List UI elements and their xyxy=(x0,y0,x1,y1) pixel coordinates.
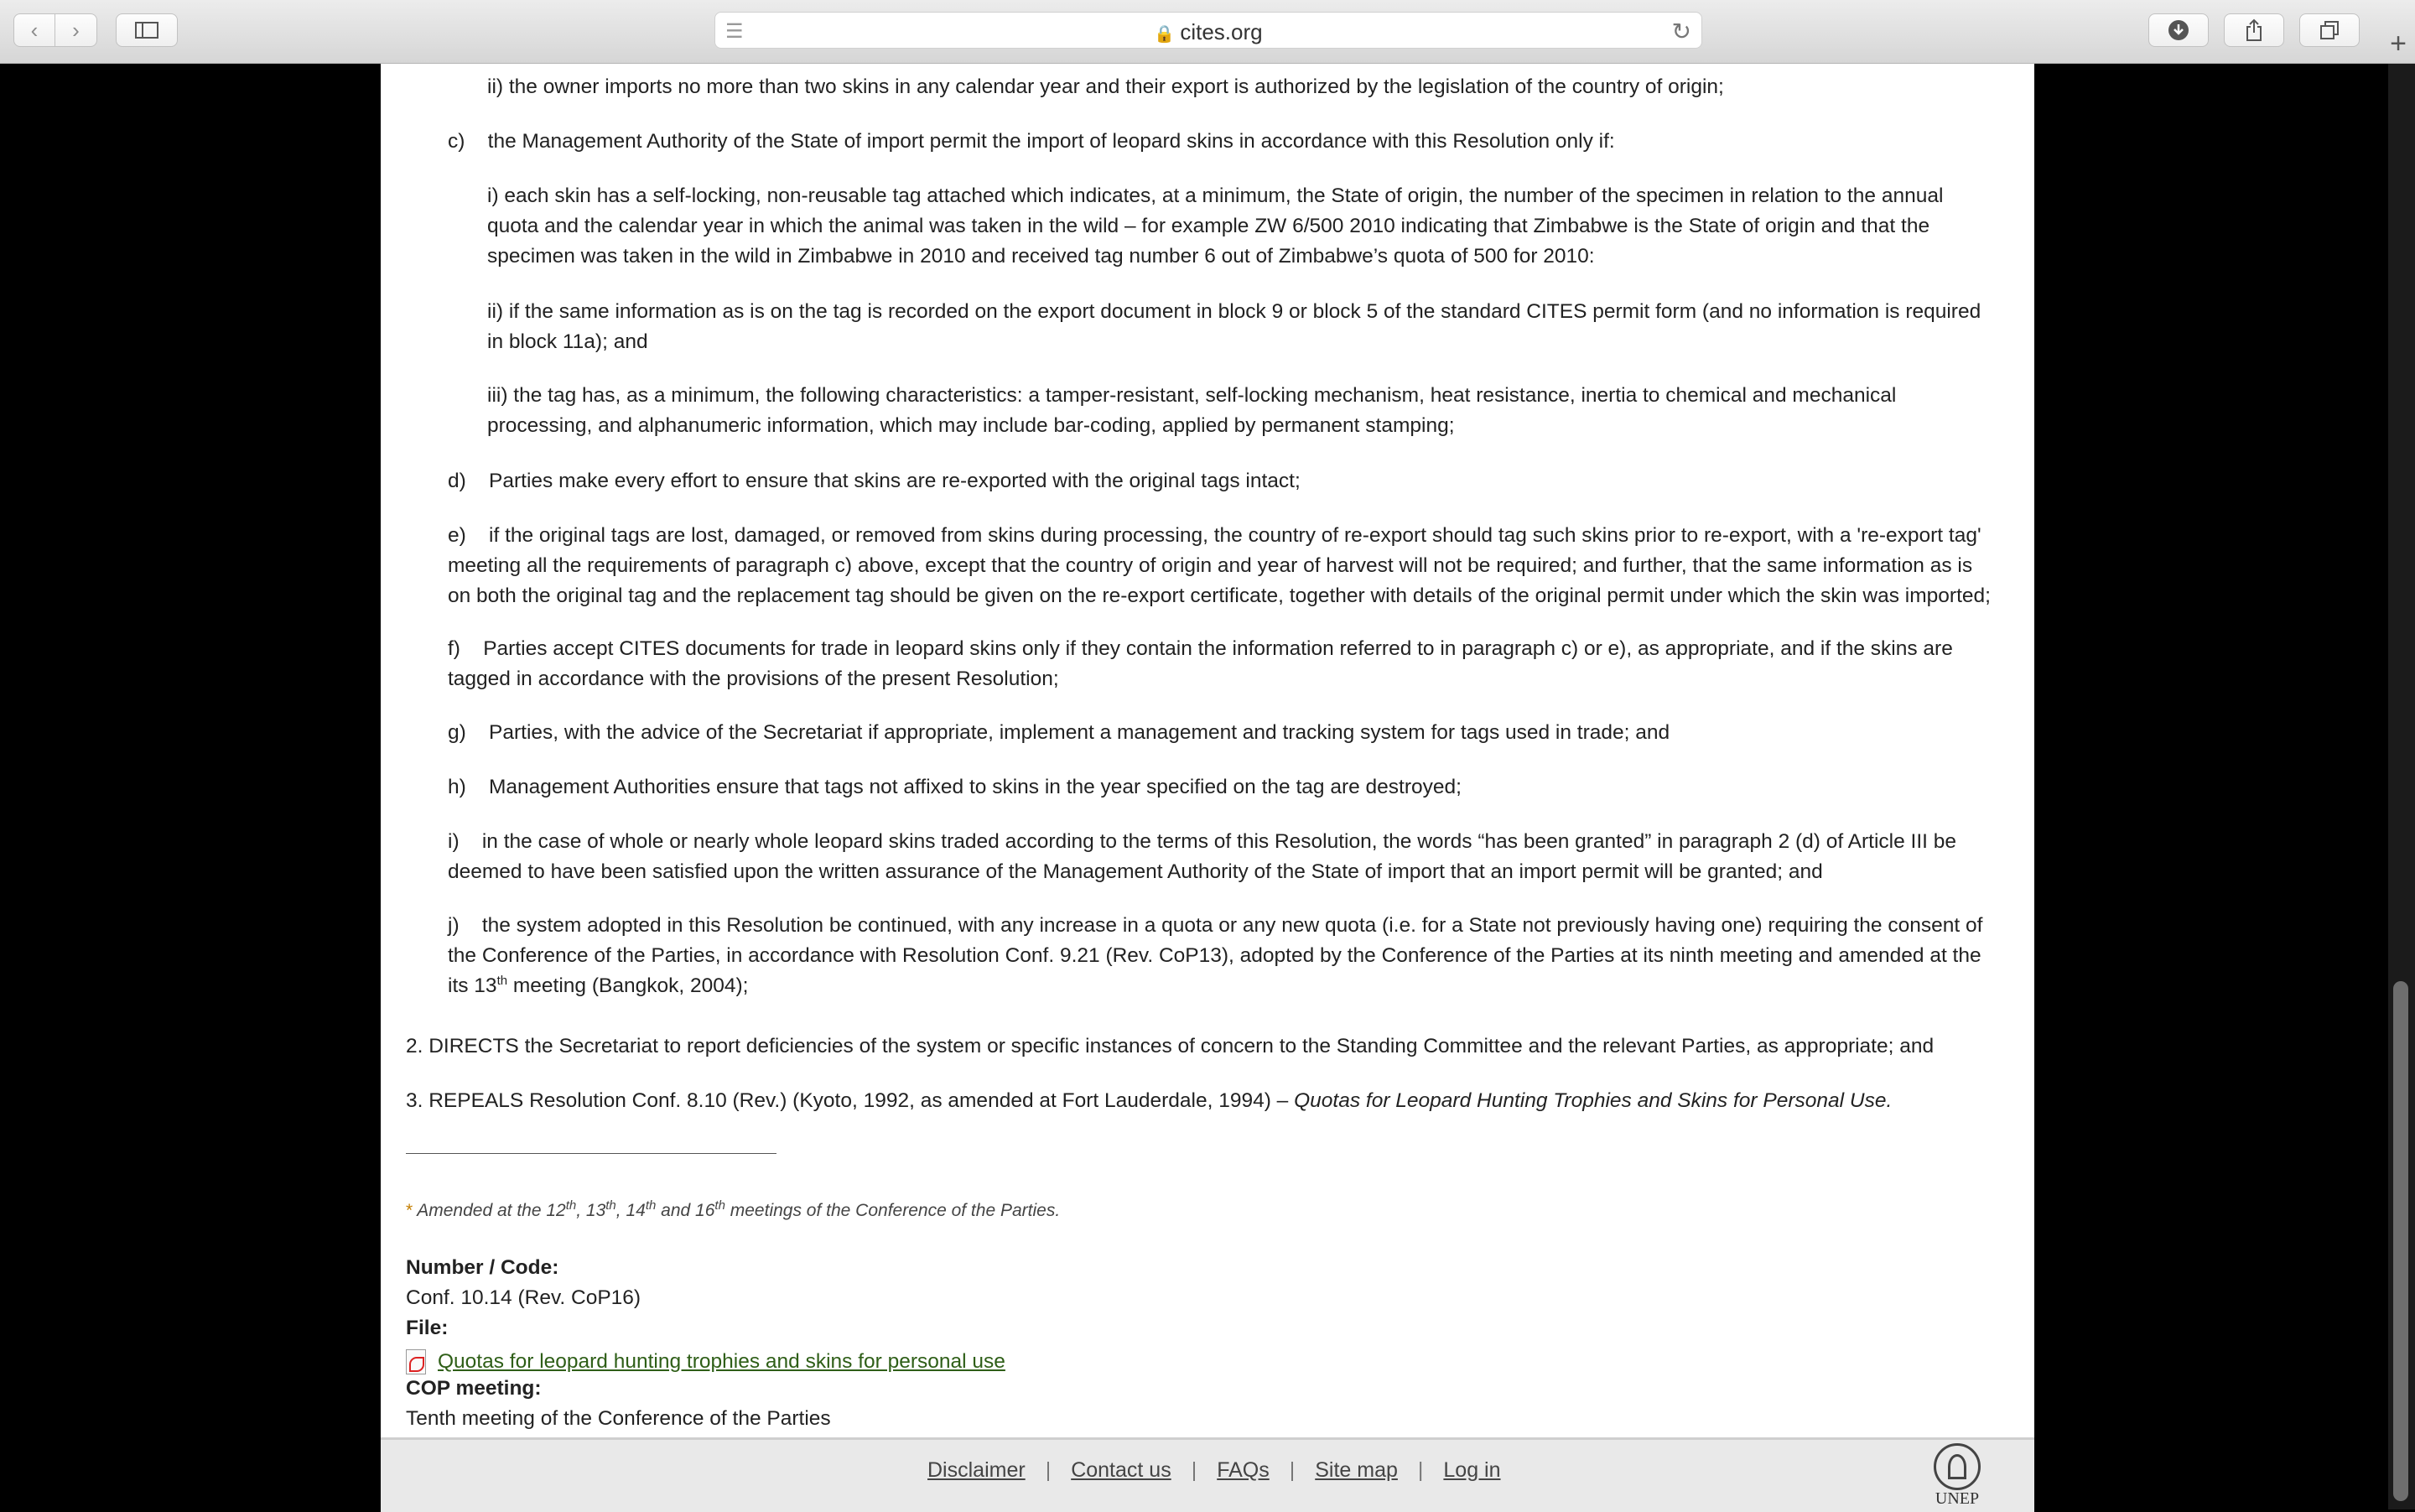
clause-c-ii-prev: ii) the owner imports no more than two skins in any calendar year and their export is authorized by the legislation of the country of origin; xyxy=(487,75,1724,98)
clause-c: c) the Management Authority of the State of import permit the import of leopard skins in accordance with this Resolution only if: xyxy=(448,130,1615,153)
file-download-link[interactable]: Quotas for leopard hunting trophies and skins for personal use xyxy=(438,1350,1005,1373)
site-footer xyxy=(381,1437,2034,1512)
footnote-text: and 16 xyxy=(656,1201,715,1220)
footer-links xyxy=(927,1458,1501,1483)
clause-j-sup: th xyxy=(496,973,508,988)
reader-list-icon[interactable]: ☰ xyxy=(725,20,744,43)
cop-meeting-value: Tenth meeting of the Conference of the Parties xyxy=(406,1407,831,1430)
paragraph-2: 2. DIRECTS the Secretariat to report deficiencies of the system or specific instances of concern to the Standing Committee and the relevant Parties, as appropriate; and xyxy=(406,1035,1935,1057)
cop-meeting-label: COP meeting: xyxy=(406,1377,542,1400)
address-bar[interactable] xyxy=(714,12,1702,49)
url-text: cites.org xyxy=(1180,19,1263,44)
paragraph-3-text: 3. REPEALS Resolution Conf. 8.10 (Rev.) (Kyoto, 1992, as amended at Fort Lauderdale, 1994) – xyxy=(406,1089,1295,1112)
footer-link-login[interactable]: Log in xyxy=(1443,1458,1501,1482)
new-tab-button[interactable] xyxy=(2381,25,2415,62)
unep-logo[interactable] xyxy=(1930,1443,1984,1507)
download-icon xyxy=(2168,19,2189,41)
show-tabs-button[interactable] xyxy=(2299,13,2360,47)
clause-j-text-end: meeting (Bangkok, 2004); xyxy=(507,974,749,997)
footer-separator: | xyxy=(1417,1458,1424,1482)
clause-g: g) Parties, with the advice of the Secretariat if appropriate, implement a management and tracking system for tags used in trade; and xyxy=(448,721,1670,744)
footnote-marker[interactable]: * xyxy=(406,1201,413,1220)
forward-button[interactable] xyxy=(55,13,97,47)
number-code-label: Number / Code: xyxy=(406,1256,559,1279)
unep-emblem-icon xyxy=(1934,1443,1981,1490)
footnote-sup: th xyxy=(645,1198,657,1213)
scrollbar-thumb[interactable] xyxy=(2393,981,2408,1501)
footer-separator: | xyxy=(1289,1458,1296,1482)
footnote-text: , 14 xyxy=(615,1201,646,1220)
footnote-divider xyxy=(406,1153,776,1154)
paragraph-3-title: Quotas for Leopard Hunting Trophies and Skins for Personal Use. xyxy=(1294,1089,1893,1112)
footnote-sup: th xyxy=(714,1198,725,1213)
clause-c-ii: ii) if the same information as is on the tag is recorded on the export document in block 9 or block 5 of the standard CITES permit form (and no information is required in block 11a); and xyxy=(487,300,1981,353)
browser-toolbar xyxy=(0,0,2415,64)
clause-e: e) if the original tags are lost, damaged, or removed from skins during processing, the country of re-export should tag such skins prior to re-export, with a 're-export tag' meeting all the requirements of paragraph c) above, except that the country of origin and year of harvest will not be required; and further, that the same information as is on both the original tag and the replacement tag should be given on the re-export certificate, together with details of the original permit under which the skin was imported; xyxy=(448,524,1991,607)
tabs-icon xyxy=(2319,20,2340,40)
footnote-text: , 13 xyxy=(576,1201,606,1220)
scrollbar[interactable] xyxy=(2388,64,2415,1509)
back-button[interactable] xyxy=(13,13,55,47)
footnote-sup: th xyxy=(605,1198,616,1213)
reload-icon[interactable]: ↻ xyxy=(1671,18,1691,44)
chevron-left-icon: ‹ xyxy=(30,17,39,43)
clause-f: f) Parties accept CITES documents for trade in leopard skins only if they contain the information referred to in paragraph c) or e), as appropriate, and if the skins are tagged in accordance with the provisions of the present Resolution; xyxy=(448,637,1953,690)
page-content xyxy=(381,64,2034,1437)
footnote-text: Amended at the 12 xyxy=(413,1201,566,1220)
footer-link-disclaimer[interactable]: Disclaimer xyxy=(927,1458,1026,1482)
plus-icon: + xyxy=(2390,27,2407,60)
footnote-sup: th xyxy=(565,1198,577,1213)
unep-logo-text: UNEP xyxy=(1935,1489,1980,1508)
pdf-icon xyxy=(406,1349,426,1374)
clause-j-text: j) the system adopted in this Resolution be continued, with any increase in a quota or any new quota (i.e. for a State not previously having one) requiring the consent of the Conference of the Parties, in accordance with Resolution Conf. 9.21 (Rev. CoP13), adopted by the Conference of the Parties at its ninth meeting and amended at the its 13 xyxy=(448,914,1983,997)
clause-h: h) Management Authorities ensure that tags not affixed to skins in the year specified on the tag are destroyed; xyxy=(448,776,1462,798)
sidebar-icon xyxy=(135,22,158,39)
file-label: File: xyxy=(406,1317,449,1339)
footer-link-sitemap[interactable]: Site map xyxy=(1315,1458,1398,1482)
lock-icon: 🔒 xyxy=(1154,25,1176,44)
footer-link-faqs[interactable]: FAQs xyxy=(1217,1458,1270,1482)
footnote-text: meetings of the Conference of the Parties. xyxy=(724,1201,1061,1220)
share-icon xyxy=(2245,18,2263,42)
paragraph-3 xyxy=(406,1086,1999,1116)
downloads-button[interactable] xyxy=(2148,13,2209,47)
clause-i: i) in the case of whole or nearly whole leopard skins traded according to the terms of this Resolution, the words “has been granted” in paragraph 2 (d) of Article III be deemed to have been satisfied upon the written assurance of the Management Authority of the State of import that an import permit will be granted; and xyxy=(448,830,1956,883)
footer-separator: | xyxy=(1191,1458,1197,1482)
file-entry xyxy=(406,1347,1005,1377)
footer-separator: | xyxy=(1045,1458,1052,1482)
clause-c-i: i) each skin has a self-locking, non-reusable tag attached which indicates, at a minimum, the State of origin, the number of the specimen in relation to the annual quota and the calendar year in which the animal was taken in the wild – for example ZW 6/500 2010 indicating that Zimbabwe is the State of origin and that the specimen was taken in the wild in Zimbabwe in 2010 and received tag number 6 out of Zimbabwe’s quota of 500 for 2010: xyxy=(487,184,1944,268)
sidebar-toggle-button[interactable] xyxy=(116,13,178,47)
clause-d: d) Parties make every effort to ensure that skins are re-exported with the original tags intact; xyxy=(448,470,1301,492)
share-button[interactable] xyxy=(2224,13,2284,47)
footnote xyxy=(406,1196,1060,1226)
footer-link-contact[interactable]: Contact us xyxy=(1071,1458,1171,1482)
number-code-value: Conf. 10.14 (Rev. CoP16) xyxy=(406,1286,641,1309)
clause-c-iii: iii) the tag has, as a minimum, the following characteristics: a tamper-resistant, self-locking mechanism, heat resistance, inertia to chemical and mechanical processing, and alphanumeric information, which may include bar-coding, applied by permanent stamping; xyxy=(487,384,1897,437)
chevron-right-icon: › xyxy=(72,17,80,43)
clause-j xyxy=(448,911,1999,1001)
